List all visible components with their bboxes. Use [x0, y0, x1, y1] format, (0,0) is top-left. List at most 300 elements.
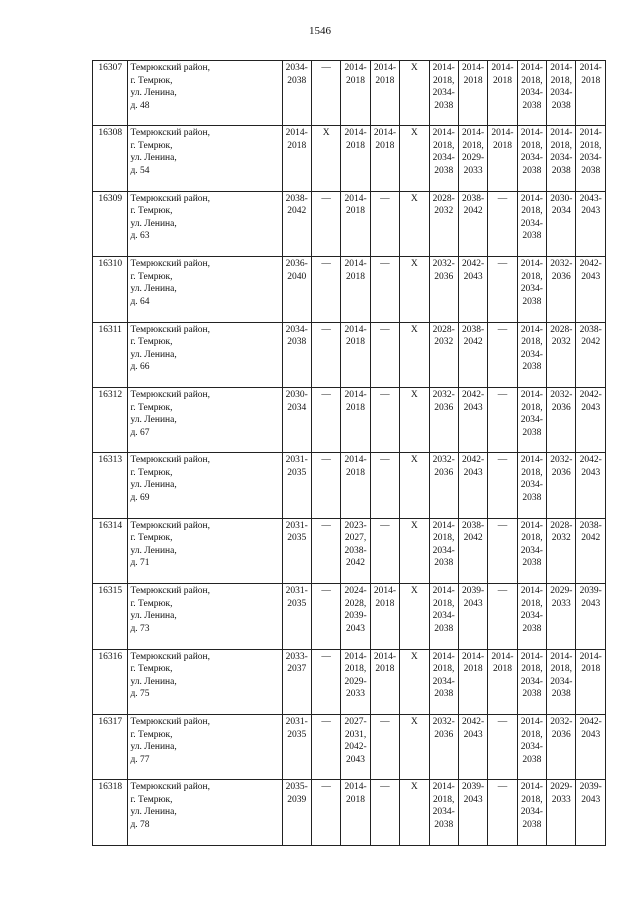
period-line: 2018,	[521, 598, 543, 609]
period-line: 2014-	[432, 63, 455, 73]
period-line: 2035	[287, 598, 307, 609]
period-line: 2014-	[491, 63, 514, 73]
period-line: —	[497, 455, 508, 466]
period-line: 2042	[463, 533, 483, 544]
period-cell	[311, 584, 340, 649]
period-line: 2034-	[550, 676, 573, 687]
period-line: 2014-	[579, 63, 602, 73]
period-cell	[400, 191, 429, 256]
period-line: 2028-	[432, 193, 455, 204]
period-line: 2034-	[579, 153, 602, 164]
period-cell	[488, 715, 517, 780]
period-cell	[547, 191, 576, 256]
period-cell	[282, 257, 311, 322]
period-cell	[341, 453, 370, 518]
period-line: 2030-	[285, 390, 308, 401]
period-line: 2027,	[344, 533, 367, 544]
period-line: 2014-	[432, 651, 455, 662]
period-cell	[488, 453, 517, 518]
table-row	[93, 322, 606, 387]
period-cell	[341, 584, 370, 649]
period-line: 2018,	[521, 271, 543, 282]
period-line: 2043	[346, 623, 366, 634]
table-row	[93, 649, 606, 714]
period-line: 2043	[581, 794, 601, 805]
period-line: 2034-	[520, 742, 543, 753]
period-cell	[488, 584, 517, 649]
period-line: 2034-	[520, 611, 543, 622]
period-line: 2033	[463, 165, 483, 176]
period-cell	[429, 191, 458, 256]
period-cell	[458, 649, 487, 714]
address-line: Темрюкский район,	[130, 259, 210, 270]
period-line: 2018,	[521, 140, 543, 151]
period-line: 2014-	[462, 128, 485, 139]
address-line: Темрюкский район,	[130, 651, 210, 662]
period-line: 2032	[434, 337, 454, 348]
period-line: 2014-	[373, 128, 397, 139]
period-cell	[282, 780, 311, 846]
period-line: 2014-	[373, 63, 397, 73]
address-line: ул. Ленина,	[130, 153, 177, 164]
period-line: 2034-	[520, 480, 543, 491]
address-cell	[128, 61, 282, 126]
period-cell	[517, 388, 546, 453]
period-line: 2042	[287, 206, 307, 217]
period-cell	[517, 780, 546, 846]
period-line: 2032-	[550, 455, 573, 466]
address-line: Темрюкский район,	[130, 717, 210, 728]
period-line: 2014-	[432, 586, 455, 597]
period-line: 2018	[375, 664, 395, 675]
period-cell	[400, 257, 429, 322]
period-line: —	[497, 390, 508, 401]
period-line: 2018	[375, 598, 395, 609]
period-line: 2018,	[433, 533, 455, 544]
period-line: —	[497, 717, 508, 728]
address-line: Темрюкский район,	[130, 324, 210, 335]
address-line: ул. Ленина,	[130, 742, 177, 753]
period-line: 2038	[522, 492, 542, 503]
period-line: 2036	[434, 467, 454, 478]
period-line: 2028-	[550, 520, 573, 531]
period-cell	[400, 322, 429, 387]
period-line: X	[410, 651, 418, 662]
period-line: 2029-	[550, 782, 573, 793]
period-cell	[311, 649, 340, 714]
period-line: 2038	[434, 623, 454, 634]
period-line: 2033	[346, 689, 366, 700]
address-cell	[128, 780, 282, 846]
period-cell	[488, 518, 517, 583]
period-line: —	[380, 455, 390, 466]
period-cell	[400, 126, 429, 191]
period-line: —	[321, 259, 331, 270]
period-cell	[429, 257, 458, 322]
period-cell	[517, 649, 546, 714]
period-line: 2043	[463, 598, 483, 609]
address-cell	[128, 126, 282, 191]
period-line: —	[380, 390, 390, 401]
period-line: 2038	[522, 427, 542, 438]
period-line: —	[380, 193, 390, 204]
row-id-cell: 16318	[93, 780, 128, 846]
address-line: д. 64	[130, 296, 150, 307]
address-line: д. 73	[130, 623, 150, 634]
period-line: 2033	[551, 598, 571, 609]
period-cell	[400, 780, 429, 846]
address-line: г. Темрюк,	[130, 75, 173, 86]
row-id-cell: 16312	[93, 388, 128, 453]
period-line: 2018,	[521, 337, 543, 348]
period-line: 2018,	[521, 794, 543, 805]
period-line: 2035	[287, 467, 307, 478]
period-line: 2038	[522, 100, 542, 111]
period-cell	[400, 715, 429, 780]
address-line: д. 78	[130, 819, 150, 830]
period-cell	[429, 322, 458, 387]
period-line: 2018	[492, 664, 512, 675]
period-line: 2042	[581, 337, 601, 348]
period-line: 2018	[287, 140, 307, 151]
housing-registry-table	[92, 60, 606, 846]
address-line: Темрюкский район,	[130, 128, 210, 139]
period-cell	[547, 715, 576, 780]
period-cell	[370, 61, 399, 126]
period-line: 2034-	[520, 284, 543, 295]
period-line: 2036	[551, 271, 571, 282]
period-line: 2014-	[520, 128, 543, 139]
period-line: 2042-	[462, 717, 485, 728]
address-cell	[128, 322, 282, 387]
period-cell	[576, 584, 606, 649]
period-line: 2043-	[579, 193, 602, 204]
period-line: 2018	[375, 75, 395, 86]
period-line: 2042-	[579, 455, 602, 466]
period-line: —	[380, 717, 390, 728]
period-line: 2038	[581, 165, 601, 176]
period-cell	[517, 61, 546, 126]
period-line: 2018,	[521, 402, 543, 413]
period-cell	[282, 453, 311, 518]
period-line: 2034-	[432, 676, 455, 687]
address-line: д. 48	[130, 100, 150, 111]
period-line: 2018	[463, 664, 483, 675]
period-line: 2032	[434, 206, 454, 217]
period-line: 2036	[551, 402, 571, 413]
row-id-cell: 16317	[93, 715, 128, 780]
period-line: —	[321, 455, 331, 466]
period-cell	[341, 715, 370, 780]
period-cell	[576, 257, 606, 322]
period-cell	[311, 518, 340, 583]
period-cell	[458, 257, 487, 322]
period-line: —	[321, 782, 331, 793]
period-cell	[311, 388, 340, 453]
period-cell	[341, 322, 370, 387]
period-line: 2034-	[550, 153, 573, 164]
period-line: 2018	[346, 467, 366, 478]
period-cell	[576, 61, 606, 126]
period-line: 2039-	[579, 586, 602, 597]
period-cell	[429, 61, 458, 126]
address-line: г. Темрюк,	[130, 337, 173, 348]
period-cell	[458, 126, 487, 191]
period-cell	[547, 322, 576, 387]
period-line: 2032-	[550, 390, 573, 401]
period-line: 2018,	[521, 206, 543, 217]
period-cell	[517, 322, 546, 387]
row-id-cell: 16311	[93, 322, 128, 387]
period-line: 2038	[522, 754, 542, 765]
period-cell	[517, 257, 546, 322]
registry-body	[93, 61, 606, 846]
period-line: 2038-	[579, 324, 602, 335]
period-cell	[311, 126, 340, 191]
period-line: 2014-	[432, 520, 455, 531]
period-line: —	[321, 717, 331, 728]
period-line: 2018,	[580, 140, 602, 151]
address-line: г. Темрюк,	[130, 402, 173, 413]
address-line: Темрюкский район,	[130, 63, 210, 73]
period-line: 2031-	[285, 520, 308, 531]
period-cell	[311, 61, 340, 126]
period-cell	[488, 649, 517, 714]
period-cell	[517, 126, 546, 191]
address-line: д. 66	[130, 362, 150, 373]
period-cell	[282, 126, 311, 191]
period-line: 2033-	[285, 651, 308, 662]
period-line: 2038	[434, 819, 454, 830]
period-cell	[370, 780, 399, 846]
period-line: 2034-	[432, 153, 455, 164]
period-line: 2028-	[550, 324, 573, 335]
table-row	[93, 191, 606, 256]
period-cell	[400, 388, 429, 453]
period-line: 2032-	[432, 390, 455, 401]
period-line: X	[410, 520, 418, 531]
period-line: 2035	[287, 729, 307, 740]
period-cell	[517, 453, 546, 518]
period-line: 2018	[581, 664, 601, 675]
period-line: 2034-	[432, 88, 455, 98]
period-cell	[341, 780, 370, 846]
period-line: 2042	[346, 558, 366, 569]
period-line: 2014-	[520, 259, 543, 270]
period-cell	[370, 126, 399, 191]
period-line: 2018,	[433, 794, 455, 805]
period-cell	[370, 388, 399, 453]
period-line: 2014-	[491, 128, 514, 139]
period-line: 2038	[434, 100, 454, 111]
period-cell	[458, 61, 487, 126]
period-line: 2038	[522, 689, 542, 700]
period-line: 2029-	[462, 153, 485, 164]
address-line: ул. Ленина,	[130, 88, 177, 98]
period-cell	[400, 518, 429, 583]
address-line: ул. Ленина,	[130, 611, 177, 622]
period-cell	[429, 715, 458, 780]
period-line: 2034-	[520, 415, 543, 426]
period-cell	[311, 322, 340, 387]
period-line: —	[497, 193, 508, 204]
period-line: 2018,	[521, 729, 543, 740]
period-line: X	[410, 390, 418, 401]
period-line: 2014-	[285, 128, 308, 139]
table-row	[93, 126, 606, 191]
period-line: —	[321, 63, 331, 73]
period-cell	[458, 584, 487, 649]
period-cell	[517, 715, 546, 780]
period-cell	[282, 322, 311, 387]
period-line: 2043	[463, 794, 483, 805]
period-cell	[341, 61, 370, 126]
period-line: —	[497, 520, 508, 531]
period-cell	[311, 453, 340, 518]
period-cell	[282, 518, 311, 583]
period-line: 2029-	[550, 586, 573, 597]
period-line: 2032-	[432, 259, 455, 270]
table-row	[93, 257, 606, 322]
period-line: —	[321, 651, 331, 662]
period-line: 2018,	[433, 664, 455, 675]
period-line: 2014-	[520, 63, 543, 73]
period-cell	[576, 191, 606, 256]
period-line: 2030-	[550, 193, 573, 204]
period-line: 2018	[346, 206, 366, 217]
period-cell	[488, 126, 517, 191]
period-cell	[311, 780, 340, 846]
period-cell	[517, 584, 546, 649]
period-cell	[370, 584, 399, 649]
period-cell	[282, 715, 311, 780]
period-line: 2036	[434, 402, 454, 413]
period-line: 2038	[522, 819, 542, 830]
period-cell	[458, 453, 487, 518]
period-line: 2029-	[344, 676, 367, 687]
period-line: 2034-	[285, 63, 308, 73]
period-cell	[576, 453, 606, 518]
address-line: г. Темрюк,	[130, 598, 173, 609]
period-line: 2039-	[462, 782, 485, 793]
period-line: —	[380, 520, 390, 531]
period-cell	[488, 191, 517, 256]
period-line: 2024-	[344, 586, 367, 597]
address-cell	[128, 191, 282, 256]
period-line: 2038	[522, 296, 542, 307]
period-line: 2038	[551, 165, 571, 176]
address-line: ул. Ленина,	[130, 545, 177, 556]
period-line: 2014-	[344, 390, 367, 401]
period-line: 2038-	[344, 545, 367, 556]
period-line: 2018,	[521, 467, 543, 478]
address-line: д. 75	[130, 689, 150, 700]
period-line: 2043	[581, 729, 601, 740]
period-line: 2014-	[344, 324, 367, 335]
period-cell	[547, 453, 576, 518]
address-cell	[128, 453, 282, 518]
period-line: 2038-	[285, 193, 308, 204]
period-line: 2018	[492, 75, 512, 86]
period-line: —	[380, 259, 390, 270]
period-cell	[311, 715, 340, 780]
period-line: 2039-	[344, 611, 367, 622]
period-line: 2042	[463, 206, 483, 217]
period-line: 2043	[463, 467, 483, 478]
period-line: 2018,	[550, 75, 572, 86]
address-cell	[128, 388, 282, 453]
address-line: ул. Ленина,	[130, 807, 177, 818]
period-cell	[458, 715, 487, 780]
period-line: 2014-	[520, 324, 543, 335]
period-line: 2018	[492, 140, 512, 151]
period-line: 2038-	[462, 520, 485, 531]
period-cell	[370, 649, 399, 714]
table-row	[93, 715, 606, 780]
period-line: 2014-	[491, 651, 514, 662]
period-line: X	[410, 782, 418, 793]
period-line: 2018,	[462, 140, 484, 151]
period-cell	[458, 780, 487, 846]
period-cell	[547, 61, 576, 126]
period-line: —	[380, 324, 390, 335]
period-line: 2033	[551, 794, 571, 805]
period-line: 2039-	[462, 586, 485, 597]
period-cell	[429, 518, 458, 583]
period-cell	[547, 584, 576, 649]
period-line: 2043	[581, 598, 601, 609]
period-line: 2043	[463, 271, 483, 282]
period-line: 2018	[463, 75, 483, 86]
period-line: 2034-	[520, 88, 543, 98]
period-line: 2014-	[462, 651, 485, 662]
address-line: г. Темрюк,	[130, 729, 173, 740]
address-cell	[128, 649, 282, 714]
period-cell	[458, 322, 487, 387]
row-id-cell: 16310	[93, 257, 128, 322]
period-line: 2034-	[520, 349, 543, 360]
period-cell	[547, 649, 576, 714]
period-line: 2034-	[550, 88, 573, 98]
period-line: 2014-	[520, 520, 543, 531]
period-line: 2038	[434, 689, 454, 700]
period-cell	[311, 257, 340, 322]
period-cell	[282, 61, 311, 126]
address-line: Темрюкский район,	[130, 455, 210, 466]
period-line: 2018	[346, 402, 366, 413]
period-cell	[576, 518, 606, 583]
period-line: 2032-	[550, 717, 573, 728]
period-line: —	[321, 520, 331, 531]
address-cell	[128, 584, 282, 649]
row-id-cell: 16315	[93, 584, 128, 649]
period-line: 2043	[463, 402, 483, 413]
period-line: —	[321, 324, 331, 335]
period-line: 2014-	[579, 651, 602, 662]
period-line: 2042-	[344, 742, 367, 753]
period-line: 2043	[581, 206, 601, 217]
period-line: 2028,	[344, 598, 367, 609]
period-line: 2018,	[521, 75, 543, 86]
period-cell	[282, 584, 311, 649]
period-line: X	[410, 586, 418, 597]
period-line: 2018,	[433, 598, 455, 609]
period-cell	[370, 257, 399, 322]
period-line: 2014-	[550, 651, 573, 662]
period-line: 2040	[287, 271, 307, 282]
period-cell	[458, 388, 487, 453]
address-line: г. Темрюк,	[130, 467, 173, 478]
